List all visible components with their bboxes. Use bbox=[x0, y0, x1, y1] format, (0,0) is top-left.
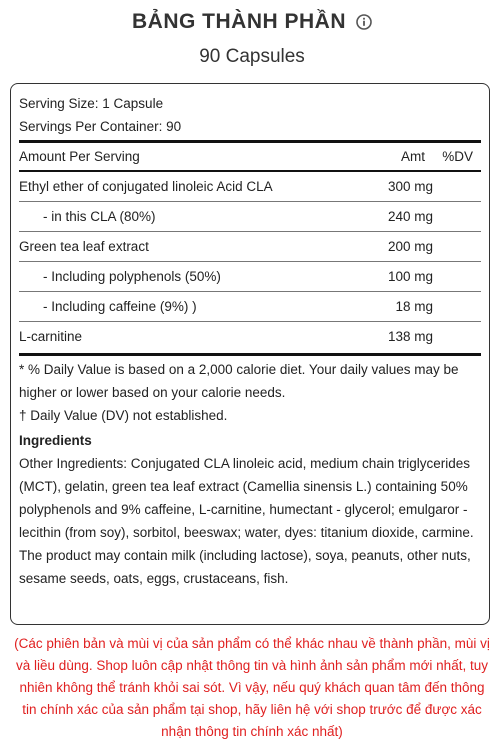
row-dv bbox=[433, 262, 481, 291]
ingredients-text: Other Ingredients: Conjugated CLA linoleic acid, medium chain triglycerides (MCT), gelatin, green tea leaf extract (Camellia sinensis L.) containing 50% polyphenols and 9% caffeine, L-carnitine, humectant - glycerol; emulgaror - lecithin (from soy), sorbitol, beeswax; water, dyes: titanium dioxide, carmine. The product may contain milk (including lactose), soya, peanuts, other nuts, sesame seeds, oats, eggs, crustaceans, fish. bbox=[19, 456, 474, 586]
column-dv-header: %DV bbox=[442, 149, 473, 164]
row-name: L-carnitine bbox=[19, 329, 83, 344]
serving-size: Serving Size: 1 Capsule bbox=[19, 96, 164, 111]
row-amt: 200 mg bbox=[387, 239, 433, 254]
disclaimer-notice: (Các phiên bản và mùi vị của sản phẩm có thể khác nhau về thành phần, mùi vị và liều dùng. Shop luôn cập nhật thông tin và hình ảnh sản phẩm mới nhất, tuy nhiên không thể tránh khỏi sai sót. Vì vậy, nếu quý khách quan tâm đến thông tin chính xác của sản phẩm tại shop, hãy liên hệ với shop trước để được xác nhận thông tin chính xác nhất) bbox=[14, 636, 490, 739]
row-name: - in this CLA (80%) bbox=[43, 209, 156, 224]
subtitle: 90 Capsules bbox=[199, 46, 305, 67]
title-row bbox=[0, 8, 504, 36]
dv-not-established-footnote: † Daily Value (DV) not established. bbox=[19, 408, 228, 423]
row-amt: 18 mg bbox=[395, 299, 433, 314]
row-name: Ethyl ether of conjugated linoleic Acid CLA bbox=[19, 179, 273, 194]
column-amt-header: Amt bbox=[400, 149, 425, 164]
row-name: - Including caffeine (9%) ) bbox=[43, 299, 197, 314]
row-amt: 300 mg bbox=[387, 179, 433, 194]
ingredients-title: Ingredients bbox=[19, 433, 92, 448]
table-row bbox=[19, 321, 481, 351]
page-title: BẢNG THÀNH PHẦN bbox=[132, 10, 346, 33]
table-row bbox=[19, 291, 481, 321]
table-row bbox=[19, 231, 481, 261]
row-dv bbox=[433, 292, 481, 321]
table-row bbox=[19, 261, 481, 291]
row-dv bbox=[433, 322, 481, 351]
row-amt: 100 mg bbox=[387, 269, 433, 284]
supplement-facts-panel bbox=[10, 83, 490, 625]
row-amt: 240 mg bbox=[387, 209, 433, 224]
row-amt: 138 mg bbox=[387, 329, 433, 344]
row-name: Green tea leaf extract bbox=[19, 239, 149, 254]
daily-value-footnote: * % Daily Value is based on a 2,000 calorie diet. Your daily values may be higher or lower based on your calorie needs. bbox=[19, 362, 459, 400]
table-row bbox=[19, 201, 481, 231]
header bbox=[0, 8, 504, 72]
row-dv bbox=[433, 202, 481, 231]
column-name-header: Amount Per Serving bbox=[19, 149, 140, 164]
row-dv bbox=[433, 172, 481, 201]
row-dv bbox=[433, 232, 481, 261]
info-circle-icon[interactable] bbox=[356, 14, 372, 30]
table-header bbox=[19, 143, 481, 170]
servings-per-container: Servings Per Container: 90 bbox=[19, 119, 182, 134]
table-row bbox=[19, 172, 481, 201]
row-name: - Including polyphenols (50%) bbox=[43, 269, 221, 284]
